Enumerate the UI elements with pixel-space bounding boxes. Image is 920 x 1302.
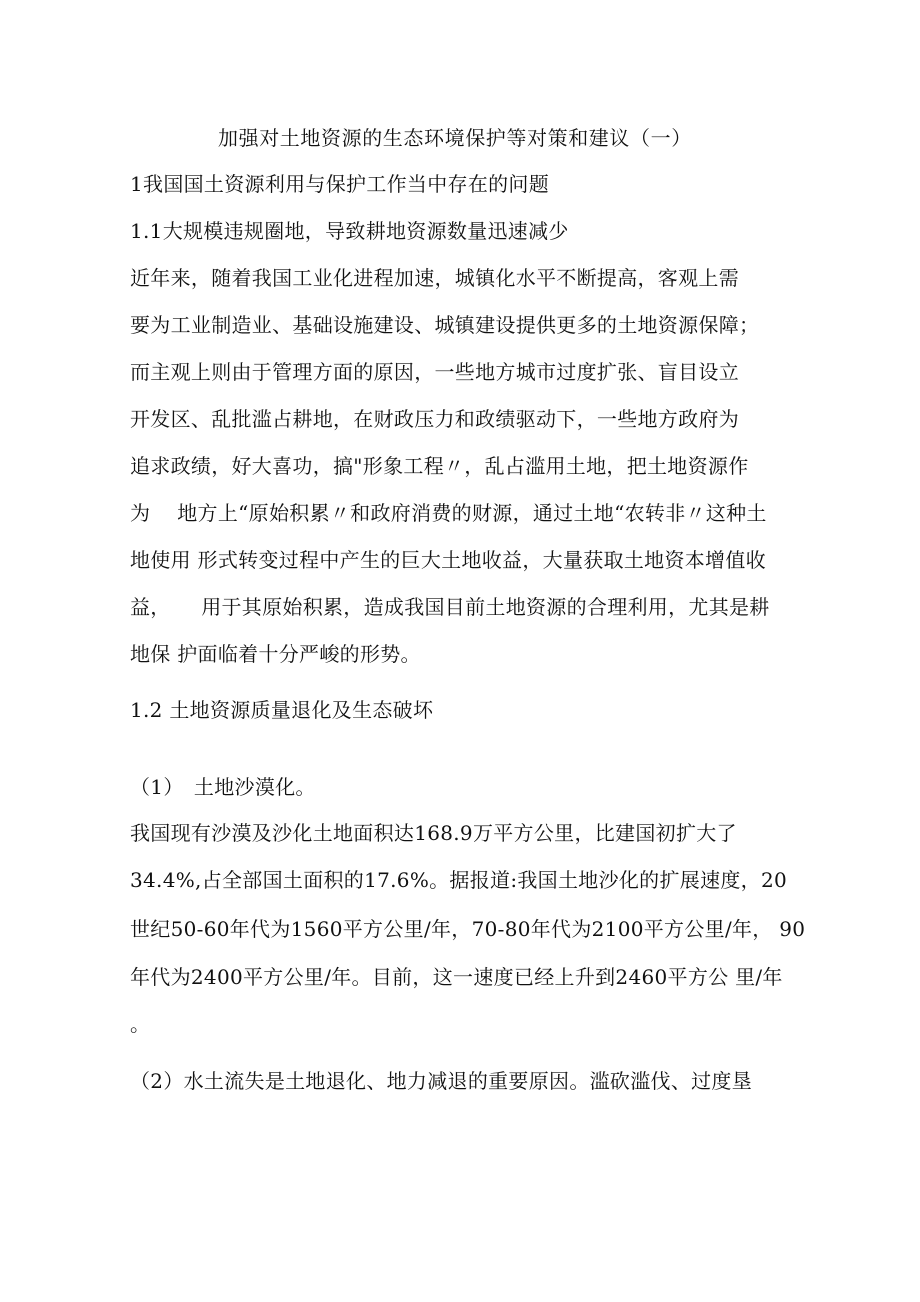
document-title: 加强对土地资源的生态环境保护等对策和建议（一）	[218, 126, 692, 150]
paragraph-2-line: 年代为2400平方公里/年。目前，这一速度已经上升到2460平方公 里/年	[130, 965, 783, 989]
paragraph-3-line: （2）水土流失是土地退化、地力减退的重要原因。滥砍滥伐、过度垦	[130, 1069, 753, 1093]
paragraph-2-line: 我国现有沙漠及沙化土地面积达168.9万平方公里，比建国初扩大了	[130, 821, 737, 845]
item-1-heading: （1） 土地沙漠化。	[130, 775, 316, 799]
section-1-2-heading: 1.2 土地资源质量退化及生态破坏	[130, 698, 434, 722]
paragraph-1-line: 地使用 形式转变过程中产生的巨大土地收益，大量获取土地资本增值收	[130, 548, 766, 572]
paragraph-1-line: 益， 用于其原始积累，造成我国目前土地资源的合理利用，尤其是耕	[130, 595, 770, 619]
paragraph-1-line: 而主观上则由于管理方面的原因，一些地方城市过度扩张、盲目设立	[130, 360, 739, 384]
paragraph-2-line: 。	[130, 1012, 151, 1036]
paragraph-1-line: 为 地方上“原始积累〃和政府消费的财源，通过土地“农转非〃这种土	[130, 501, 767, 525]
paragraph-2-line: 世纪50-60年代为1560平方公里/年，70-80年代为2100平方公里/年， 90	[130, 917, 806, 941]
paragraph-1-line: 要为工业制造业、基础设施建设、城镇建设提供更多的土地资源保障；	[130, 313, 760, 337]
paragraph-2-line: 34.4%,占全部国土面积的17.6%。据报道:我国土地沙化的扩展速度，20	[130, 868, 788, 892]
section-1-1-heading: 1.1大规模违规圈地，导致耕地资源数量迅速减少	[130, 219, 569, 243]
paragraph-1-line: 追求政绩，好大喜功，搞"形象工程〃，乱占滥用土地，把土地资源作	[130, 454, 749, 478]
paragraph-1-line: 开发区、乱批滥占耕地，在财政压力和政绩驱动下，一些地方政府为	[130, 407, 739, 431]
paragraph-1-line: 地保 护面临着十分严峻的形势。	[130, 642, 421, 666]
paragraph-1-line: 近年来，随着我国工业化进程加速，城镇化水平不断提高，客观上需	[130, 266, 739, 290]
section-1-heading: 1我国国土资源利用与保护工作当中存在的问题	[130, 172, 550, 196]
